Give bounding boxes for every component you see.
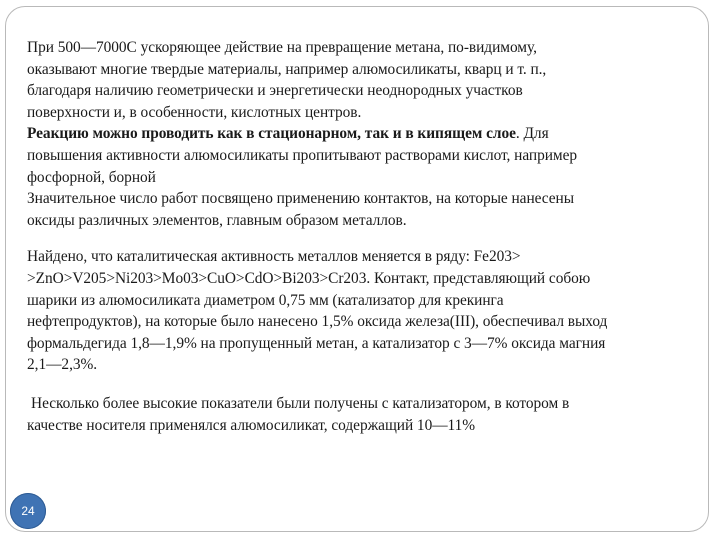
text-line: При 500—7000С ускоряющее действие на превращение метана, по-видимому,: [27, 39, 537, 56]
text-line: 2,1—2,3%.: [27, 356, 98, 374]
text-line: шарики из алюмосиликата диаметром 0,75 мм (катализатор для крекинга: [27, 291, 504, 309]
text-line: Несколько более высокие показатели были получены с катализатором, в котором в: [31, 394, 570, 412]
page-number-badge: 24: [10, 493, 46, 529]
text-line: качестве носителя применялся алюмосиликат, содержащий 10—11%: [27, 416, 476, 434]
text-line: >ZnO>V205>Ni203>Mo03>CuO>CdO>Bi203>Cr203. Контакт, представляющий собою: [27, 269, 591, 287]
text-line: поверхности и, в особенности, кислотных центров.: [27, 103, 362, 121]
text-line: фосфорной, борной: [27, 168, 156, 186]
text-line: формальдегида 1,8—1,9% на пропущенный метан, а катализатор с 3—7% оксида магния: [27, 334, 606, 352]
text-line: нефтепродуктов), на которые было нанесено 1,5% оксида железа(III), обеспечивал выход: [27, 313, 608, 331]
bold-sentence: Реакцию можно проводить как в стационарном, так и в кипящем слое: [27, 125, 516, 143]
document-body: [27, 37, 717, 436]
text-line: повышения активности алюмосиликаты пропитывают растворами кислот, например: [27, 146, 578, 164]
text-line: оксиды различных элементов, главным образом металлов.: [27, 211, 407, 229]
text-line: оказывают многие твердые материалы, например алюмосиликаты, кварц и т. п.,: [27, 60, 547, 78]
text-line: благодаря наличию геометрически и энергетически неоднородных участков: [27, 82, 523, 100]
text-line: Значительное число работ посвящено применению контактов, на которые нанесены: [27, 190, 575, 208]
text-line: Найдено, что каталитическая активность металлов меняется в ряду: Fe203>: [27, 248, 521, 266]
bold-sentence-tail: . Для: [515, 125, 549, 143]
bold-sentence-line: [27, 123, 717, 145]
